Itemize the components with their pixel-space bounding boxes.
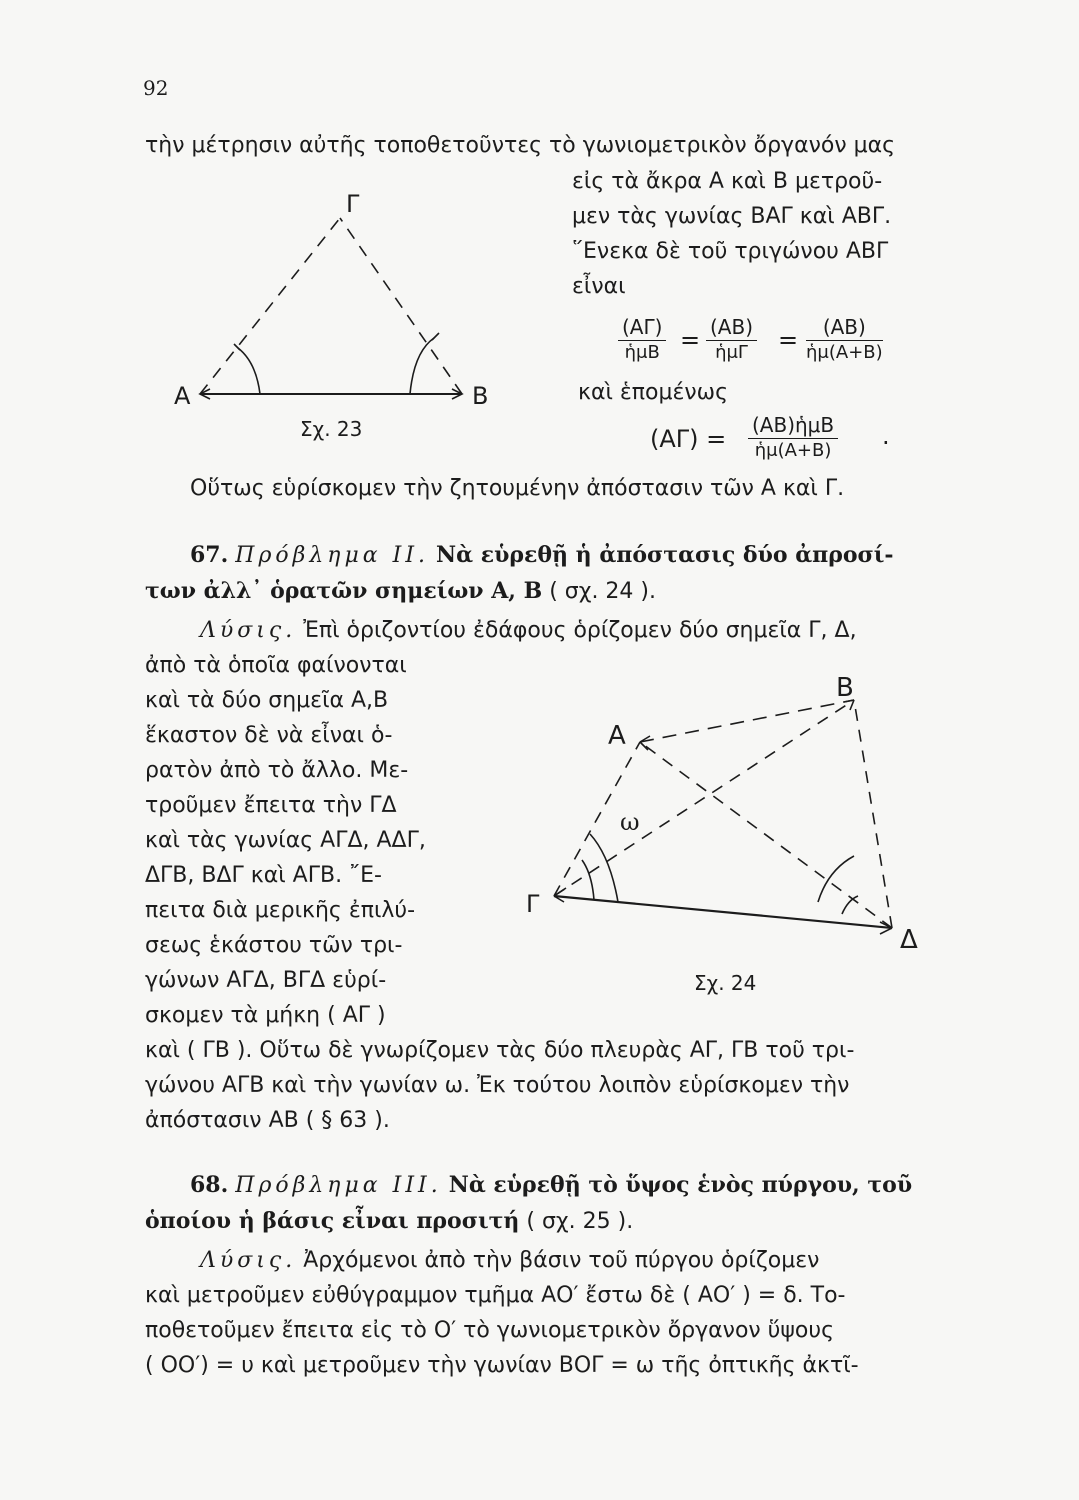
fig24-label-B: Β	[836, 673, 854, 703]
formula1-frac3-den: ἡμ(Α+Β)	[806, 342, 883, 363]
conclusion-23: Οὕτως εὑρίσκομεν τὴν ζητουμένην ἀπόστασιν τῶν Α καὶ Γ.	[190, 476, 845, 501]
problem67-line-5: τροῦμεν ἔπειτα τὴν ΓΔ	[145, 793, 397, 818]
fig23-angle-A	[238, 348, 260, 394]
intro-line-6: καὶ ἑπομένως	[578, 380, 729, 405]
fig23-caption: Σχ. 23	[300, 417, 363, 441]
figure-24	[510, 660, 950, 1000]
problem67-title-1: Νὰ εὑρεθῇ ἡ ἀπόστασις δύο ἀπροσί-	[436, 542, 894, 568]
problem67-solution-label: Λύσις.	[200, 618, 297, 643]
fig23-label-A: Α	[174, 382, 191, 410]
fig24-label-G: Γ	[526, 890, 540, 918]
problem67-ref: ( σχ. 24 ).	[549, 579, 656, 604]
problem67-heading-1	[190, 540, 894, 571]
problem68-solution-label: Λύσις.	[200, 1248, 297, 1273]
formula1-frac3	[806, 314, 883, 365]
problem67-heading-2	[145, 576, 656, 607]
problem67-line-4: ρατὸν ἀπὸ τὸ ἄλλο. Με-	[145, 758, 409, 783]
fig23-side-BG	[340, 218, 462, 394]
formula2-end: .	[882, 422, 890, 450]
formula1-frac1-num: (ΑΓ)	[618, 314, 666, 341]
problem67-full-line-2: γώνου ΑΓΒ καὶ τὴν γωνίαν ω. Ἐκ τούτου λοιπὸν εὑρίσκομεν τὴν	[145, 1073, 850, 1098]
page-number: 92	[143, 76, 169, 100]
problem67-number: 67.	[190, 542, 229, 568]
problem68-first-line: Ἀρχόμενοι ἀπὸ τὴν βάσιν τοῦ πύργου ὁρίζομεν	[303, 1248, 820, 1273]
problem67-line-8: πειτα διὰ μερικῆς ἐπιλύ-	[145, 898, 416, 923]
fig24-angle-G-outer	[590, 834, 618, 902]
fig24-line-DA	[640, 742, 892, 928]
intro-line-3: μεν τὰς γωνίας ΒΑΓ καὶ ΑΒΓ.	[572, 204, 892, 229]
formula1-frac1-den: ἡμΒ	[624, 342, 660, 363]
problem67-label: Πρόβλημα ΙΙ.	[235, 543, 430, 568]
fig24-arrow-G	[554, 888, 566, 902]
problem68-solution-first	[200, 1246, 819, 1276]
problem68-label: Πρόβλημα ΙΙΙ.	[235, 1173, 442, 1198]
fig24-angle-D-outer	[818, 856, 854, 902]
problem67-line-11: σκομεν τὰ μήκη ( ΑΓ )	[145, 1003, 386, 1028]
formula1-frac1	[618, 314, 666, 365]
fig23-side-AG	[200, 218, 340, 394]
formula2-lhs: (ΑΓ) =	[650, 425, 727, 453]
formula2-num: (ΑΒ)ἡμΒ	[748, 412, 838, 439]
formula1-frac2-num: (ΑΒ)	[706, 314, 757, 341]
formula2-den: ἡμ(Α+Β)	[754, 440, 832, 461]
fig23-angle-A-tick	[234, 344, 240, 350]
fig24-label-D: Δ	[900, 925, 918, 955]
problem67-line-6: καὶ τὰς γωνίας ΑΓΔ, ΑΔΓ,	[145, 828, 426, 853]
problem68-line-1: καὶ μετροῦμεν εὐθύγραμμον τμῆμα ΑΟ′ ἔστω δὲ ( ΑΟ′ ) = δ. Το-	[145, 1283, 846, 1308]
problem67-full-line-1: καὶ ( ΓΒ ). Οὕτω δὲ γνωρίζομεν τὰς δύο πλευρὰς ΑΓ, ΓΒ τοῦ τρι-	[145, 1038, 855, 1063]
intro-line-1: τὴν μέτρησιν αὐτῆς τοποθετοῦντες τὸ γωνιομετρικὸν ὄργανόν μας	[145, 133, 896, 158]
problem67-full-line-3: ἀπόστασιν ΑΒ ( § 63 ).	[145, 1108, 390, 1133]
fig24-angle-G-inner	[582, 860, 594, 900]
intro-line-5: εἶναι	[572, 274, 626, 299]
problem67-line-10: γώνων ΑΓΔ, ΒΓΔ εὑρί-	[145, 968, 387, 993]
fig24-label-omega: ω	[620, 808, 640, 836]
fig24-label-A: Α	[608, 721, 626, 751]
fig23-label-B: Β	[472, 382, 489, 410]
problem68-heading-2	[145, 1206, 633, 1237]
figure-23	[160, 170, 500, 470]
fig23-angle-B	[410, 338, 434, 394]
intro-line-2: εἰς τὰ ἄκρα Α καὶ Β μετροῦ-	[572, 169, 883, 194]
formula1-eq2: =	[778, 326, 799, 354]
problem67-line-9: σεως ἑκάστου τῶν τρι-	[145, 933, 403, 958]
fig24-caption: Σχ. 24	[694, 971, 757, 995]
problem68-line-2: ποθετοῦμεν ἔπειτα εἰς τὸ Ο′ τὸ γωνιομετρικὸν ὄργανον ὕψους	[145, 1318, 835, 1343]
problem67-title-2: των ἀλλ᾽ ὁρατῶν σημείων Α, Β	[145, 578, 543, 604]
formula2-frac	[748, 412, 838, 463]
formula1-eq1: =	[680, 326, 701, 354]
fig24-line-GB	[554, 700, 854, 896]
problem68-heading-1	[190, 1170, 912, 1201]
formula1-frac3-num: (ΑΒ)	[806, 314, 883, 341]
problem68-ref: ( σχ. 25 ).	[526, 1209, 634, 1234]
fig23-angle-B-tick	[432, 333, 439, 340]
problem67-line-7: ΔΓΒ, ΒΔΓ καὶ ΑΓΒ. ῎Ε-	[145, 863, 382, 888]
problem67-line-2: καὶ τὰ δύο σημεῖα Α,Β	[145, 688, 389, 713]
intro-line-4: ῞Ενεκα δὲ τοῦ τριγώνου ΑΒΓ	[572, 239, 889, 264]
problem68-title-1: Νὰ εὑρεθῇ τὸ ὕψος ἑνὸς πύργου, τοῦ	[448, 1172, 913, 1198]
formula1-frac2-den: ἡμΓ	[715, 342, 748, 363]
problem67-line-1: ἀπὸ τὰ ὁποῖα φαίνονται	[145, 653, 407, 678]
problem68-line-3: ( ΟΟ′) = υ καὶ μετροῦμεν τὴν γωνίαν ΒΟΓ = ω τῆς ὀπτικῆς ἀκτῖ-	[145, 1353, 859, 1378]
problem68-title-2: ὁποίου ἡ βάσις εἶναι προσιτή	[145, 1208, 520, 1234]
formula1-frac2	[706, 314, 757, 365]
problem67-solution-first	[200, 616, 857, 646]
problem68-number: 68.	[190, 1172, 229, 1198]
fig23-label-G: Γ	[346, 190, 360, 218]
fig24-angle-D-inner	[842, 896, 858, 914]
problem67-first-line: Ἐπὶ ὁριζοντίου ἐδάφους ὁρίζομεν δύο σημεῖα Γ, Δ,	[303, 618, 857, 643]
fig24-base-GD	[554, 896, 892, 928]
problem67-line-3: ἕκαστον δὲ νὰ εἶναι ὁ-	[145, 723, 393, 748]
fig24-line-DB	[854, 700, 892, 928]
